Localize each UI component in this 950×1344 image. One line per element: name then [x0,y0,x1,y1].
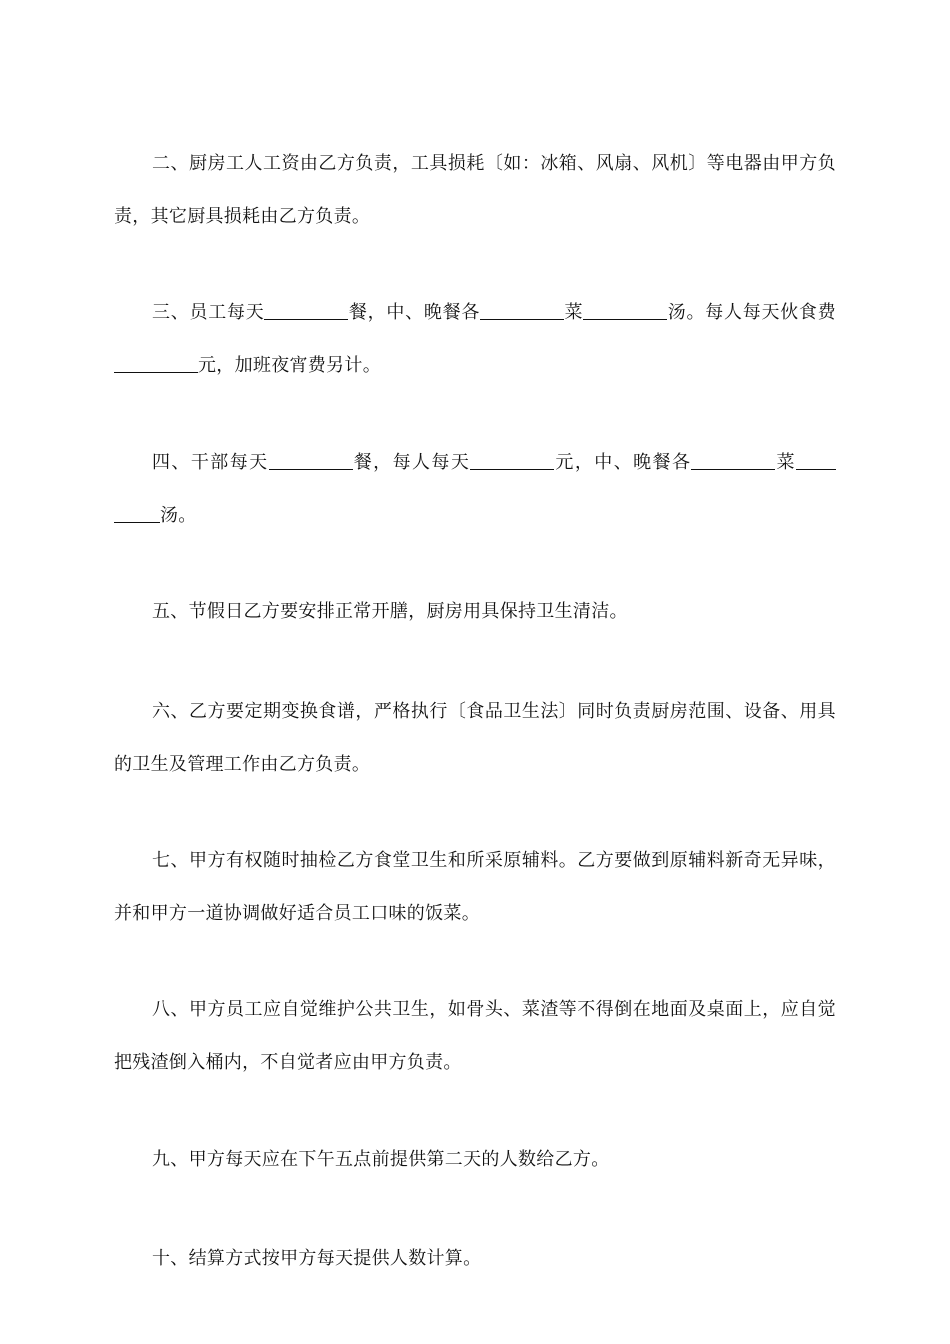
fill-blank-cadre-soup-count-b[interactable] [114,504,160,523]
clause-4-segment: 元，中、晚餐各 [554,452,692,473]
fill-blank-cadre-soup-count-a[interactable] [796,451,836,470]
fill-blank-employee-meals[interactable] [264,301,348,320]
clause-3-segment: 三、员工每天 [152,302,265,323]
clause-3 [114,286,836,392]
clause-4-segment: 四、干部每天 [152,452,269,473]
clause-6 [114,685,836,791]
clause-3-segment: 元，加班夜宵费另计。 [198,355,381,376]
clause-9-text: 九、甲方每天应在下午五点前提供第二天的人数给乙方。 [152,1149,610,1170]
clause-10 [114,1232,836,1285]
clause-5-text: 五、节假日乙方要安排正常开膳，厨房用具保持卫生清洁。 [152,601,628,622]
clause-10-text: 十、结算方式按甲方每天提供人数计算。 [152,1248,482,1269]
clause-3-segment: 汤。每人每天伙食费 [667,302,836,323]
clause-8-text: 八、甲方员工应自觉维护公共卫生，如骨头、菜渣等不得倒在地面及桌面上，应自觉把残渣倒入桶内，不自觉者应由甲方负责。 [114,999,836,1073]
fill-blank-soup-count[interactable] [583,301,667,320]
clause-5 [114,585,836,638]
clause-3-segment: 餐，中、晚餐各 [348,302,481,323]
fill-blank-cadre-meals[interactable] [269,451,353,470]
fill-blank-meal-fee[interactable] [114,354,198,373]
clause-7 [114,834,836,940]
clause-9 [114,1133,836,1186]
clause-4 [114,436,836,542]
clause-8 [114,983,836,1089]
clause-4-segment: 菜 [775,452,796,473]
clause-7-text: 七、甲方有权随时抽检乙方食堂卫生和所采原辅料。乙方要做到原辅料新奇无异味，并和甲方一道协调做好适合员工口味的饭菜。 [114,850,836,924]
fill-blank-cadre-dish-count[interactable] [691,451,775,470]
clause-4-segment: 餐，每人每天 [352,452,471,473]
clause-4-segment: 汤。 [160,505,197,526]
clause-2-text: 二、厨房工人工资由乙方负责，工具损耗〔如：冰箱、风扇、风机〕等电器由甲方负责，其它厨具损耗由乙方负责。 [114,153,836,227]
clause-2 [114,137,836,243]
fill-blank-dish-count[interactable] [480,301,564,320]
clause-3-segment: 菜 [564,302,584,323]
clause-6-text: 六、乙方要定期变换食谱，严格执行〔食品卫生法〕同时负责厨房范围、设备、用具的卫生及管理工作由乙方负责。 [114,701,836,775]
fill-blank-cadre-fee[interactable] [470,451,554,470]
